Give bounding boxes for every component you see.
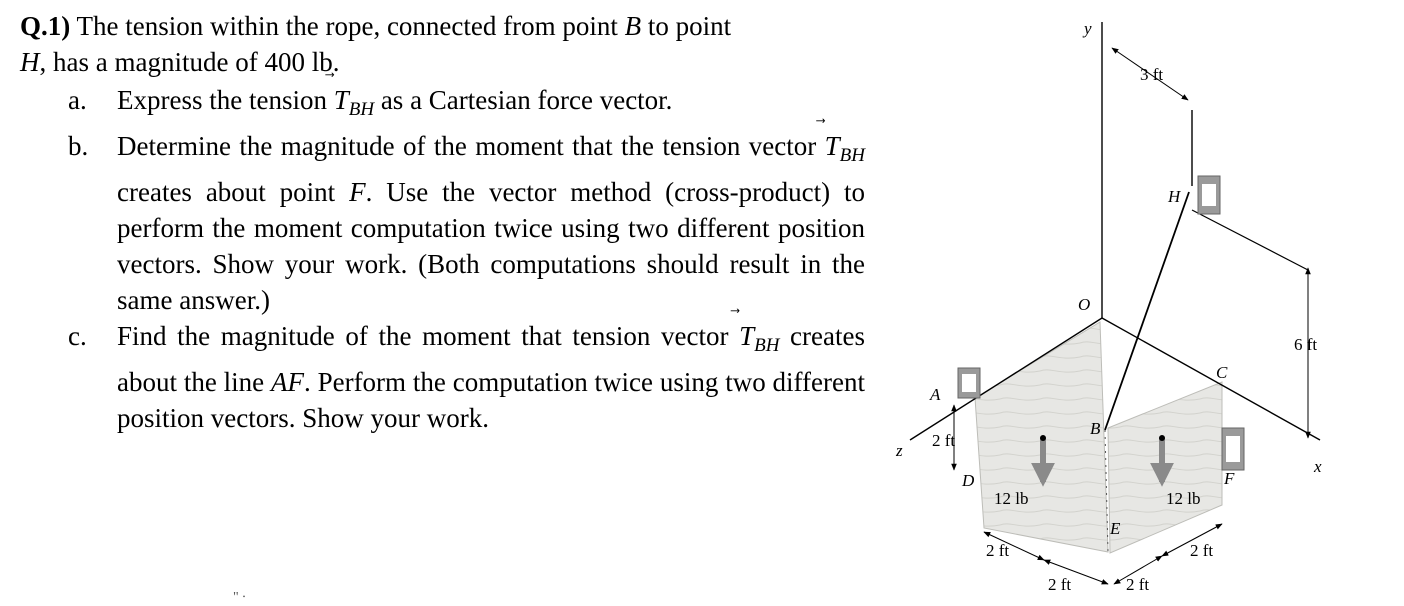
h-support-line xyxy=(1192,210,1308,270)
rope-bh xyxy=(1105,192,1189,430)
tension-vector: $T_{BH}$ xyxy=(333,85,375,120)
label-x: x xyxy=(1314,457,1322,476)
problem-statement xyxy=(20,8,865,436)
dim-label-ad: 2 ft xyxy=(932,431,956,450)
load-point-right xyxy=(1159,435,1165,441)
label-d: D xyxy=(962,471,975,490)
load-label-right: 12 lb xyxy=(1166,489,1201,508)
question-number: Q.1) xyxy=(20,11,71,41)
dim-label-3ft: 3 ft xyxy=(1140,65,1164,84)
statics-figure xyxy=(880,0,1404,604)
load-point-left xyxy=(1040,435,1046,441)
bracket-h-icon xyxy=(1198,176,1220,214)
label-h: H xyxy=(1168,187,1181,206)
question-intro: Q.1) The tension within the rope, connected from point B to point xyxy=(20,11,732,41)
bracket-f-icon xyxy=(1222,428,1244,470)
tension-vector: $T_{BH}$ xyxy=(824,131,865,166)
tension-vector: $T_{BH}$ xyxy=(739,321,780,356)
label-o: O xyxy=(1078,295,1091,314)
part-letter: a. xyxy=(68,85,87,115)
label-y: y xyxy=(1084,19,1092,38)
part-letter: b. xyxy=(68,131,89,161)
part-letter: c. xyxy=(68,321,87,351)
dim-label-bottom-left: 2 ft xyxy=(986,541,1010,560)
label-a: A xyxy=(930,385,941,404)
figure-drawing xyxy=(880,0,1404,604)
dim-label-bottom-right: 2 ft xyxy=(1190,541,1214,560)
part-b: b. Determine the magnitude of the moment that the tension vector $T_{BH}$ creates about point F. Use the vector method (cross-product) to perform the moment computation twice using two different position vectors. Show your work. (Both computations should result in the same answer.) xyxy=(68,128,865,318)
load-label-left: 12 lb xyxy=(994,489,1029,508)
question-parts xyxy=(68,82,865,436)
label-z: z xyxy=(896,441,903,460)
label-b: B xyxy=(1090,419,1101,438)
dim-label-bottom-mid-left: 2 ft xyxy=(1048,575,1072,594)
part-c: c. Find the magnitude of the moment that tension vector $T_{BH}$ creates about the line AF. Perform the computation twice using two different position vectors. Show your work. xyxy=(68,318,865,436)
part-a: a. Express the tension $T_{BH}$ as a Cartesian force vector. xyxy=(68,82,865,128)
dim-label-6ft: 6 ft xyxy=(1294,335,1318,354)
dim-label-bottom-mid-right: 2 ft xyxy=(1126,575,1150,594)
cropped-text-fragment: " ∙ xyxy=(233,590,246,605)
bracket-a-icon xyxy=(958,368,980,398)
question-intro-line-2: H, has a magnitude of 400 lb. xyxy=(20,47,340,77)
label-c: C xyxy=(1216,363,1228,382)
label-e: E xyxy=(1110,519,1121,538)
label-f: F xyxy=(1224,469,1235,488)
